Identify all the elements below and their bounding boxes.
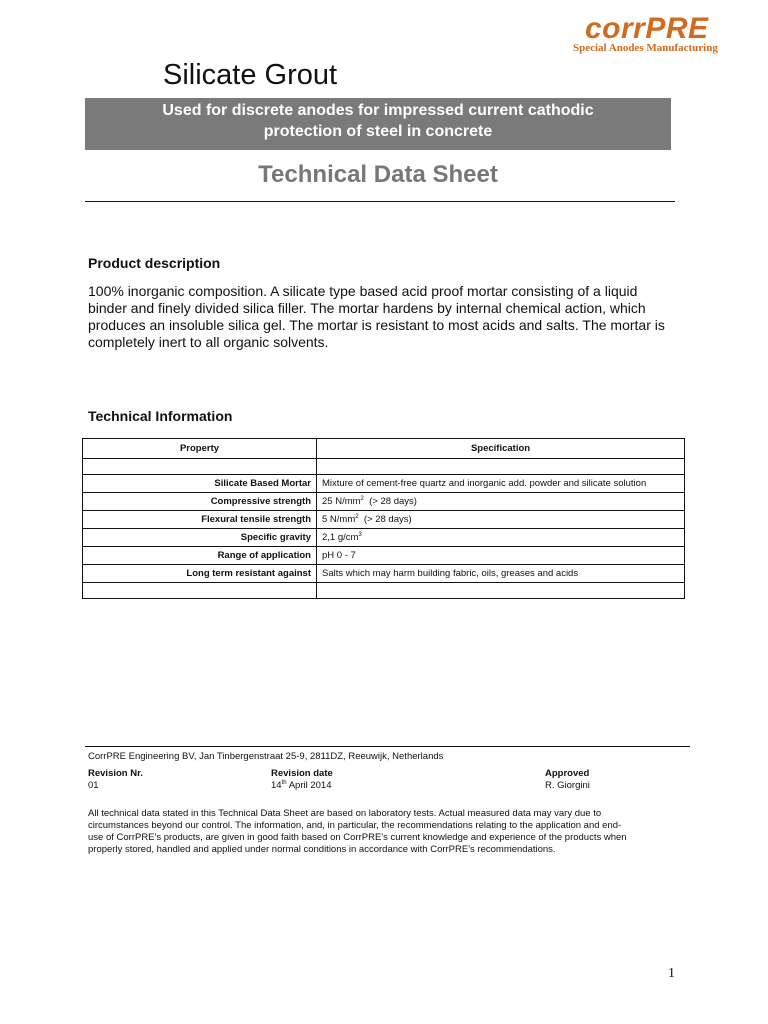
banner-line-1: Used for discrete anodes for impressed current cathodic [162, 102, 594, 119]
table-header-row [83, 439, 685, 459]
document-title: Silicate Grout [163, 59, 338, 91]
description-line: binder and finely divided silica filler. The mortar hardens by internal chemical action, which [88, 300, 646, 316]
spec-value: 25 N/mm [322, 496, 361, 507]
spec-cell [317, 529, 685, 547]
revision-date-value [271, 780, 332, 792]
logo-corr: corr [585, 12, 646, 45]
empty-cell [317, 583, 685, 599]
title-banner [85, 98, 671, 150]
spec-cell: Salts which may harm building fabric, oils, greases and acids [317, 565, 685, 583]
property-column-header: Property [83, 439, 317, 459]
spec-superscript: 2 [360, 495, 364, 502]
table-row [83, 529, 685, 547]
empty-cell [83, 583, 317, 599]
banner-line-2: protection of steel in concrete [263, 123, 493, 140]
specification-column-header: Specification [317, 439, 685, 459]
spec-cell: pH 0 - 7 [317, 547, 685, 565]
date-superscript: th [281, 779, 287, 786]
disclaimer-text [88, 808, 688, 856]
disclaimer-line: properly stored, handled and applied under normal conditions in accordance with CorrPRE's recommendations. [88, 844, 556, 855]
date-day: 14 [271, 780, 282, 791]
spec-superscript: 2 [355, 513, 359, 520]
header-divider [85, 201, 675, 202]
approved-value: R. Giorgini [545, 780, 590, 791]
table-row [83, 511, 685, 529]
brand-logo [585, 14, 709, 44]
revision-date-label: Revision date [271, 768, 333, 779]
company-address: CorrPRE Engineering BV, Jan Tinbergenstraat 25-9, 2811DZ, Reeuwijk, Netherlands [88, 751, 444, 762]
date-month-year: April 2014 [286, 780, 332, 791]
spec-superscript: 3 [358, 531, 362, 538]
property-cell: Long term resistant against [83, 565, 317, 583]
table-row [83, 475, 685, 493]
property-cell: Flexural tensile strength [83, 511, 317, 529]
description-line: completely inert to all organic solvents. [88, 334, 329, 350]
table-row [83, 565, 685, 583]
property-cell: Range of application [83, 547, 317, 565]
spec-suffix: (> 28 days) [358, 514, 412, 525]
property-cell: Specific gravity [83, 529, 317, 547]
product-description-text [88, 283, 688, 351]
footer-divider [85, 746, 690, 747]
table-row [83, 547, 685, 565]
spec-cell [317, 511, 685, 529]
table-row-blank [83, 583, 685, 599]
disclaimer-line: use of CorrPRE's products, are given in good faith based on CorrPRE's current knowledge and experience of the products when [88, 832, 627, 843]
spec-value: 2,1 g/cm [322, 532, 359, 543]
disclaimer-line: circumstances beyond our control. The information, and, in particular, the recommendations relating to the application and end- [88, 820, 622, 831]
spec-value: 5 N/mm [322, 514, 356, 525]
description-line: 100% inorganic composition. A silicate type based acid proof mortar consisting of a liquid [88, 283, 638, 299]
logo-tagline: Special Anodes Manufacturing [573, 42, 718, 54]
revision-value: 01 [88, 780, 99, 791]
document-subtitle: Technical Data Sheet [258, 161, 498, 188]
product-description-heading: Product description [88, 255, 221, 271]
property-cell: Compressive strength [83, 493, 317, 511]
property-cell: Silicate Based Mortar [83, 475, 317, 493]
spec-cell [317, 493, 685, 511]
logo-pre: PRE [645, 12, 709, 45]
revision-label: Revision Nr. [88, 768, 143, 779]
empty-cell [83, 459, 317, 475]
disclaimer-line: All technical data stated in this Technical Data Sheet are based on laboratory tests. Actual measured data may vary due to [88, 808, 602, 819]
spec-cell: Mixture of cement-free quartz and inorganic add. powder and silicate solution [317, 475, 685, 493]
spec-suffix: (> 28 days) [363, 496, 417, 507]
description-line: produces an insoluble silica gel. The mortar is resistant to most acids and salts. The mortar is [88, 317, 665, 333]
table-row-blank [83, 459, 685, 475]
technical-table [82, 438, 685, 599]
table-row [83, 493, 685, 511]
page-number: 1 [668, 966, 675, 981]
technical-information-heading: Technical Information [88, 408, 233, 424]
approved-label: Approved [545, 768, 590, 779]
empty-cell [317, 459, 685, 475]
